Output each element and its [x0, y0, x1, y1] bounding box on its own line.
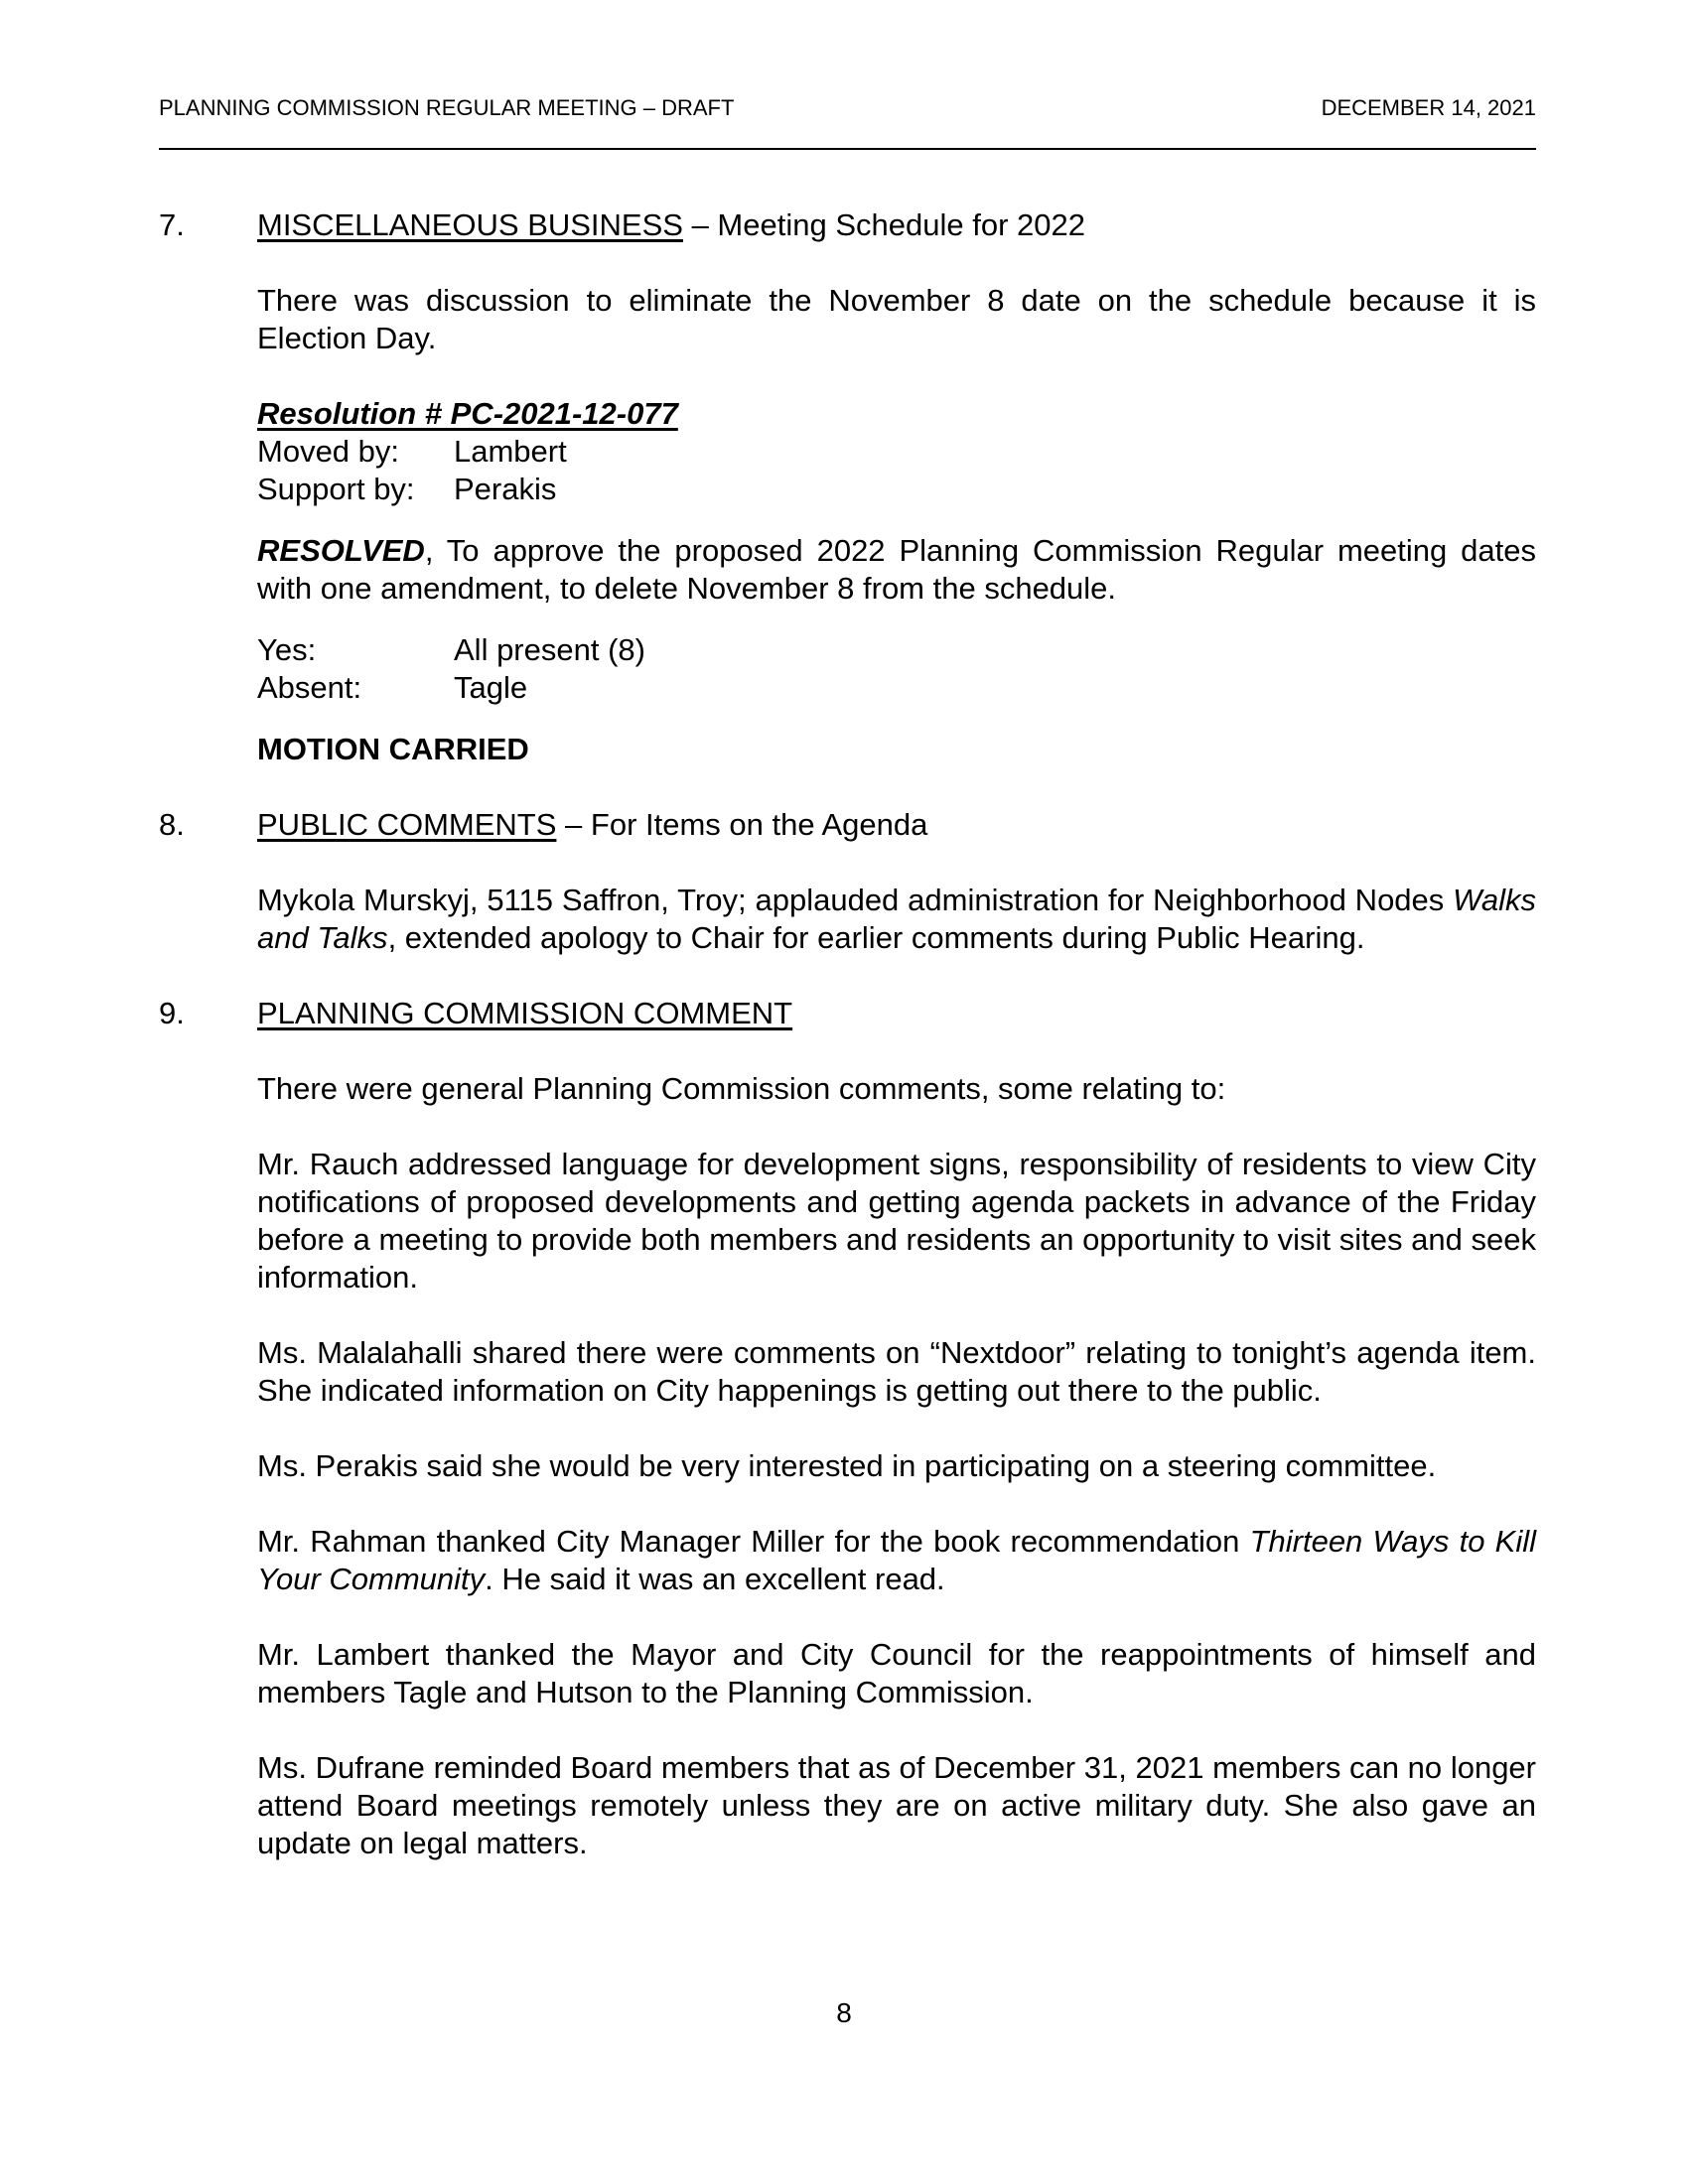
- vote-yes-row: [257, 631, 1536, 669]
- section-subtitle: – For Items on the Agenda: [556, 807, 928, 842]
- text-run: Mykola Murskyj, 5115 Saffron, Troy; applauded administration for Neighborhood Nodes: [257, 883, 1454, 917]
- yes-value: All present (8): [454, 632, 645, 667]
- header-date: DECEMBER 14, 2021: [1321, 95, 1536, 120]
- header-rule: [159, 148, 1536, 150]
- moved-label: Moved by:: [257, 434, 400, 469]
- section-number: 9.: [159, 996, 185, 1030]
- absent-label: Absent:: [257, 670, 362, 705]
- text-run: Mr. Rahman thanked City Manager Miller for the book recommendation: [257, 1524, 1250, 1559]
- vote-absent-row: [257, 669, 1536, 707]
- resolved-word: RESOLVED: [257, 533, 425, 568]
- header-title: PLANNING COMMISSION REGULAR MEETING – DRAFT: [159, 95, 735, 120]
- text-run: . He said it was an excellent read.: [485, 1562, 945, 1596]
- section-title: PLANNING COMMISSION COMMENT: [257, 996, 793, 1030]
- text-run: , extended apology to Chair for earlier comments during Public Hearing.: [387, 920, 1365, 955]
- text-run-italic: Walks and Talks: [257, 883, 1536, 955]
- moved-by-row: [257, 433, 1536, 471]
- section-heading: [257, 995, 1536, 1032]
- motion-status: MOTION CARRIED: [257, 732, 529, 766]
- paragraph: [257, 882, 1536, 957]
- text-run-italic: Thirteen Ways to Kill Your Community: [257, 1524, 1536, 1596]
- support-by-row: [257, 471, 1536, 508]
- document-body: [159, 206, 1536, 1862]
- page-number: 8: [836, 1997, 852, 2028]
- yes-label: Yes:: [257, 632, 317, 667]
- section-heading: [257, 206, 1536, 244]
- paragraph: There was discussion to eliminate the November 8 date on the schedule because it is Election Day.: [257, 283, 1536, 355]
- paragraph: [257, 1523, 1536, 1598]
- section-9: [159, 995, 1536, 1862]
- section-7: [159, 206, 1536, 768]
- paragraph: Ms. Dufrane reminded Board members that as of December 31, 2021 members can no longer attend Board meetings remotely unless they are on active military duty. She also gave an update on legal matters.: [257, 1750, 1536, 1860]
- moved-value: Lambert: [454, 434, 567, 469]
- paragraph: Ms. Perakis said she would be very interested in participating on a steering committee.: [257, 1448, 1437, 1483]
- section-title: PUBLIC COMMENTS: [257, 807, 557, 842]
- support-label: Support by:: [257, 472, 415, 506]
- paragraph: Mr. Lambert thanked the Mayor and City Council for the reappointments of himself and members Tagle and Hutson to the Planning Commission.: [257, 1637, 1536, 1709]
- section-number: 8.: [159, 807, 185, 842]
- resolution-number: Resolution # PC-2021-12-077: [257, 396, 678, 431]
- section-subtitle: – Meeting Schedule for 2022: [682, 207, 1085, 242]
- absent-value: Tagle: [454, 670, 528, 705]
- support-value: Perakis: [454, 472, 557, 506]
- resolved-text: , To approve the proposed 2022 Planning Commission Regular meeting dates with one amendment, to delete November 8 from the schedule.: [257, 533, 1536, 606]
- section-number: 7.: [159, 207, 185, 242]
- paragraph: Ms. Malalahalli shared there were comments on “Nextdoor” relating to tonight’s agenda item. She indicated information on City happenings is getting out there to the public.: [257, 1335, 1536, 1408]
- section-8: [159, 806, 1536, 957]
- section-heading: [257, 806, 1536, 844]
- resolved-paragraph: [257, 532, 1536, 608]
- paragraph: There were general Planning Commission comments, some relating to:: [257, 1071, 1226, 1106]
- paragraph: Mr. Rauch addressed language for development signs, responsibility of residents to view City notifications of proposed developments and getting agenda packets in advance of the Friday before a meeting to provide both members and residents an opportunity to visit sites and seek information.: [257, 1147, 1536, 1295]
- section-title: MISCELLANEOUS BUSINESS: [257, 207, 683, 242]
